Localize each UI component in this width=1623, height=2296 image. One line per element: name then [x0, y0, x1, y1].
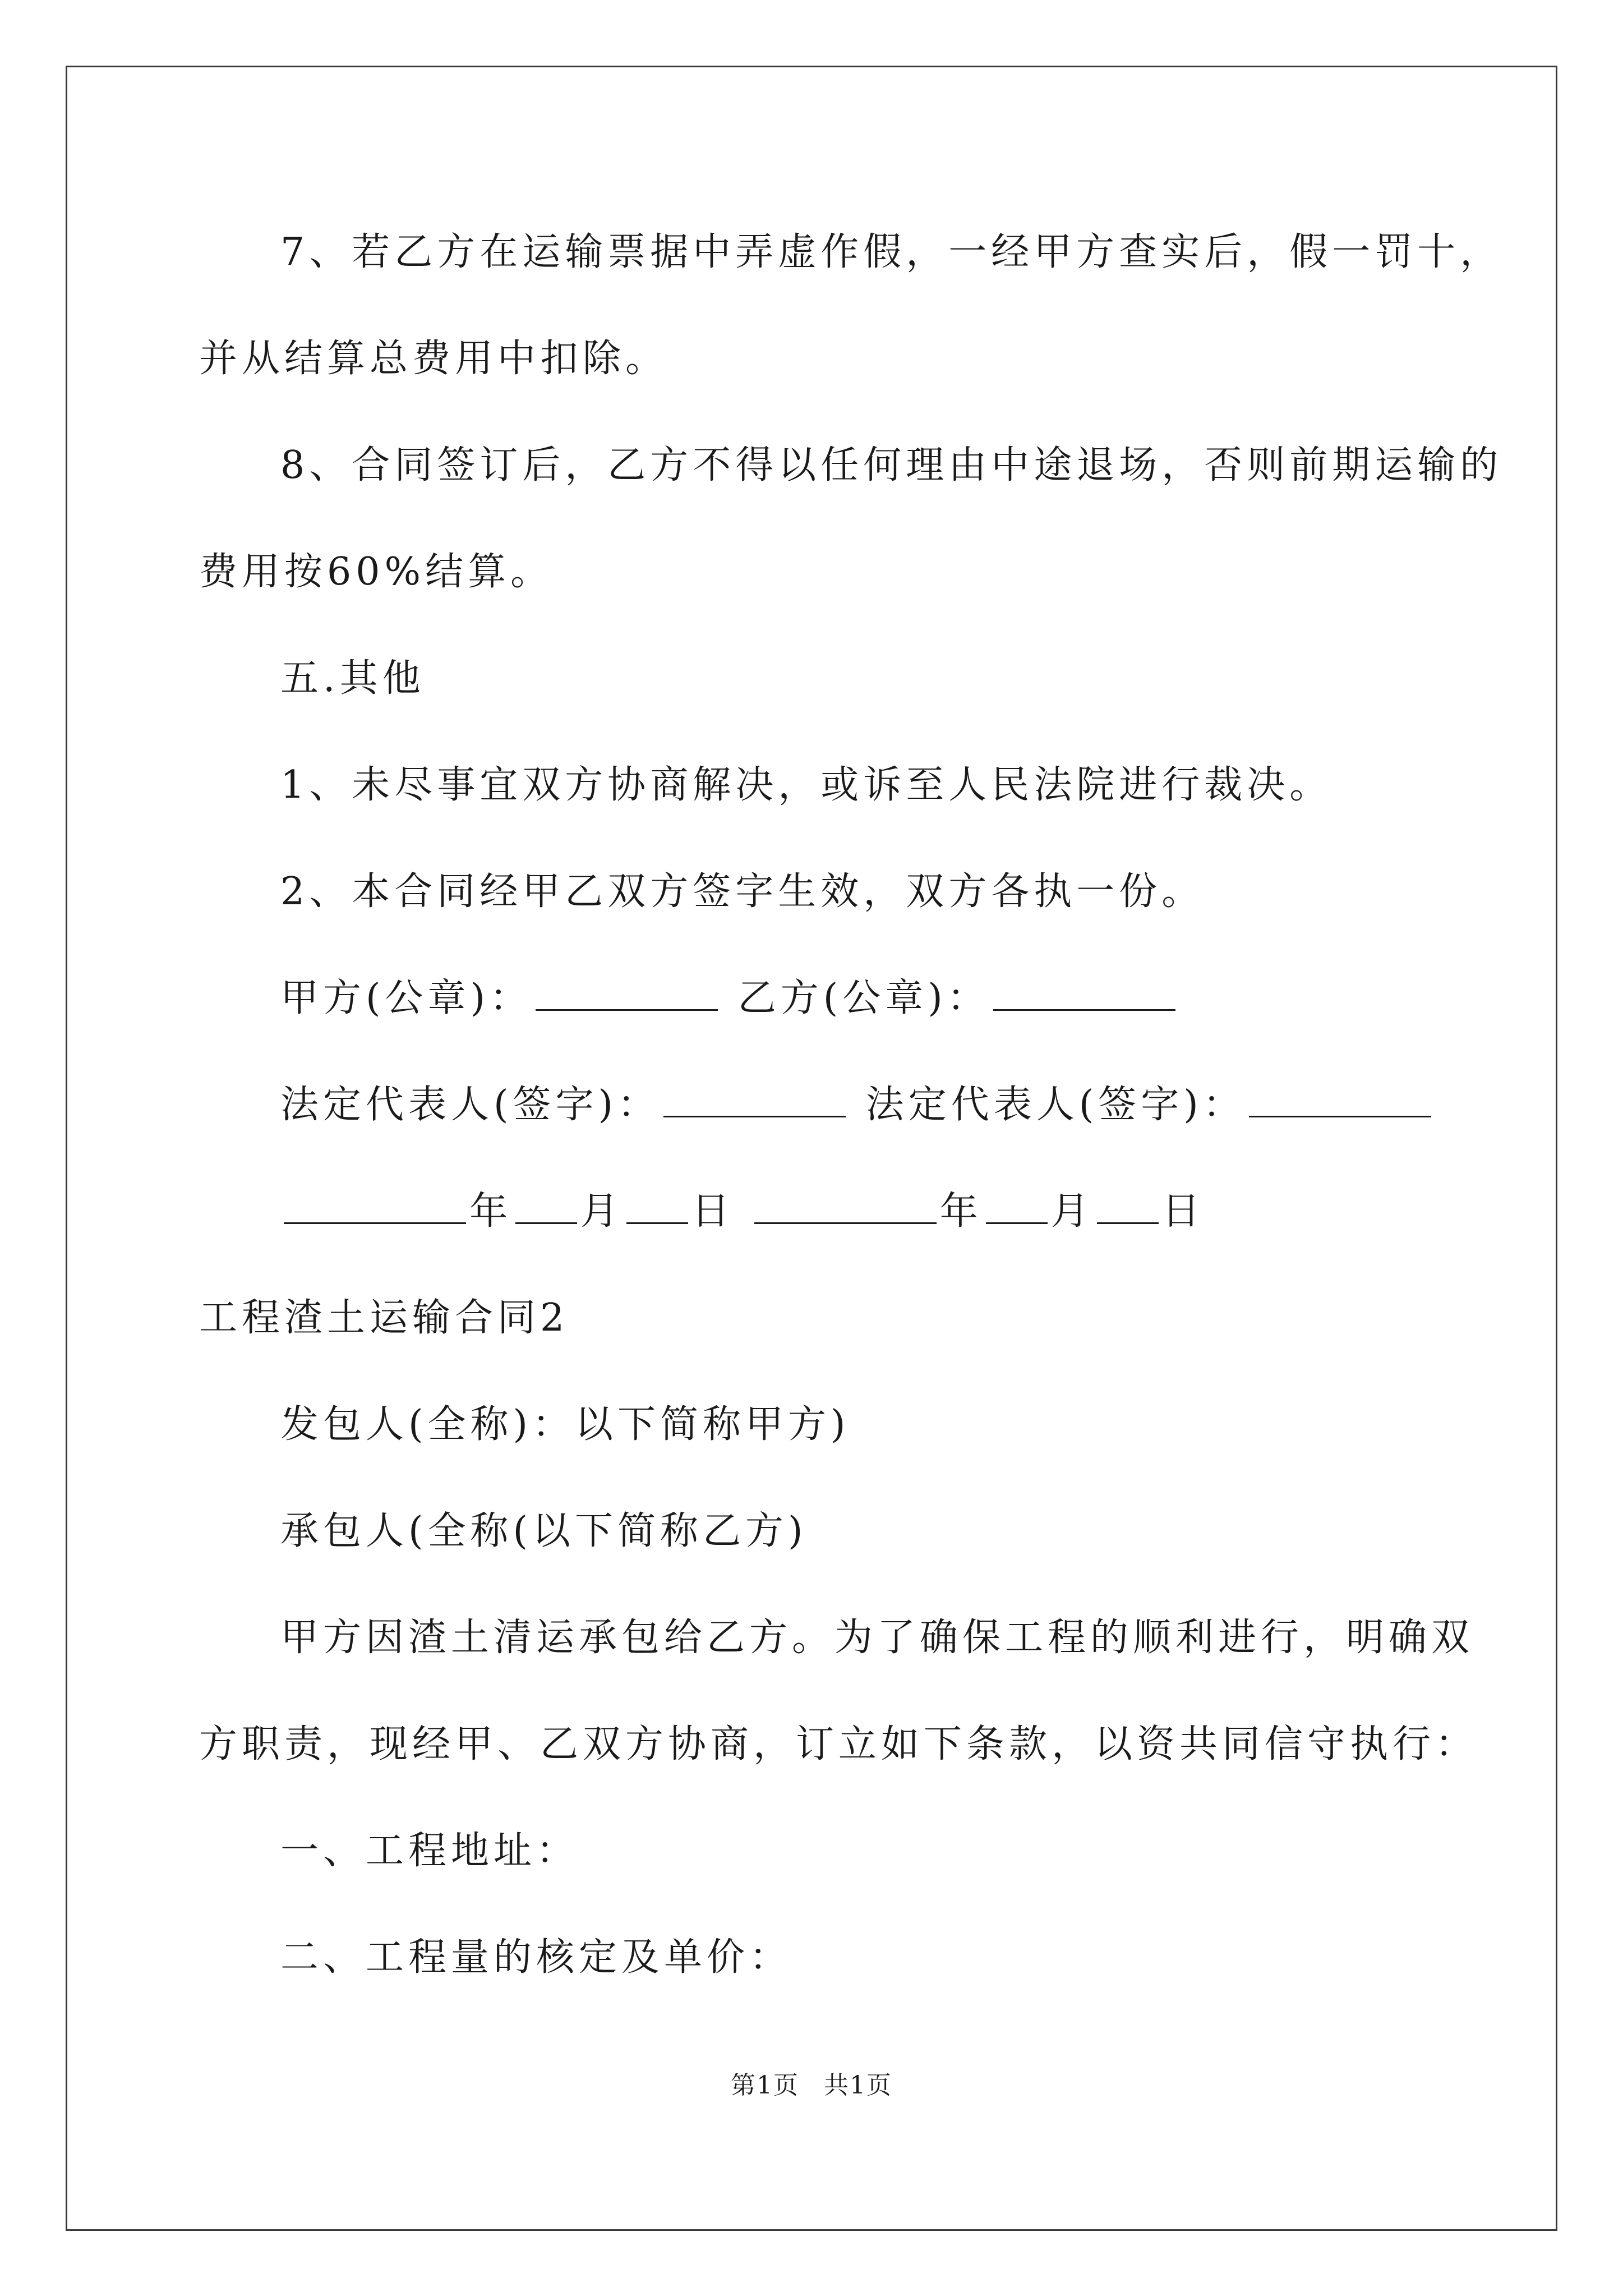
section-five-heading: 五.其他: [280, 656, 425, 701]
employer-line: 发包人(全称)：以下简称甲方): [280, 1402, 850, 1447]
other-clause-2: 2、本合同经甲乙双方签字生效，双方各执一份。: [280, 869, 1205, 914]
page-frame: [66, 66, 1557, 2231]
item-1-project-address: 一、工程地址：: [280, 1829, 579, 1873]
other-clause-1: 1、未尽事宜双方协商解决，或诉至人民法院进行裁决。: [280, 763, 1332, 807]
contractor-line: 承包人(全称(以下简称乙方): [280, 1509, 808, 1553]
month-label: 月: [580, 1189, 624, 1234]
intro-line2: 方职责，现经甲、乙双方协商，订立如下条款，以资共同信守执行：: [199, 1722, 1478, 1766]
year-label: 年: [939, 1189, 983, 1234]
party-b-seal-label: 乙方(公章)：: [737, 976, 990, 1020]
party-b-year-blank[interactable]: [754, 1191, 937, 1224]
clause-8-line1: 8、合同签订后，乙方不得以任何理由中途退场，否则前期运输的: [280, 443, 1503, 487]
day-label: 日: [691, 1189, 735, 1234]
clause-8-line2: 费用按60%结算。: [199, 550, 554, 594]
party-a-rep-blank[interactable]: [663, 1084, 846, 1117]
party-a-year-blank[interactable]: [284, 1191, 466, 1224]
party-a-month-blank[interactable]: [515, 1191, 577, 1224]
page-total: 共1页: [824, 2071, 892, 2100]
year-label: 年: [469, 1189, 513, 1234]
party-b-month-blank[interactable]: [986, 1191, 1048, 1224]
contract-2-title: 工程渣土运输合同2: [199, 1296, 569, 1340]
representative-line: [280, 1083, 1435, 1128]
month-label: 月: [1050, 1189, 1094, 1234]
item-2-quantity-price: 二、工程量的核定及单价：: [280, 1935, 792, 1980]
party-a-seal-blank[interactable]: [536, 978, 718, 1011]
party-a-rep-label: 法定代表人(签字)：: [280, 1083, 661, 1127]
party-b-day-blank[interactable]: [1097, 1191, 1159, 1224]
party-a-day-blank[interactable]: [626, 1191, 688, 1224]
party-b-rep-label: 法定代表人(签字)：: [865, 1083, 1246, 1127]
party-b-rep-blank[interactable]: [1249, 1084, 1431, 1117]
date-line: [280, 1189, 1205, 1234]
clause-7-line1: 7、若乙方在运输票据中弄虚作假，一经甲方查实后，假一罚十，: [280, 230, 1503, 274]
party-b-seal-blank[interactable]: [993, 978, 1175, 1011]
party-a-seal-label: 甲方(公章)：: [280, 976, 533, 1020]
intro-line1: 甲方因渣土清运承包给乙方。为了确保工程的顺利进行，明确双: [280, 1616, 1474, 1660]
clause-7-line2: 并从结算总费用中扣除。: [199, 337, 668, 381]
day-label: 日: [1161, 1189, 1205, 1234]
page-footer: [0, 2070, 1623, 2101]
page-number: 第1页: [731, 2071, 799, 2100]
seal-line: [280, 976, 1179, 1021]
